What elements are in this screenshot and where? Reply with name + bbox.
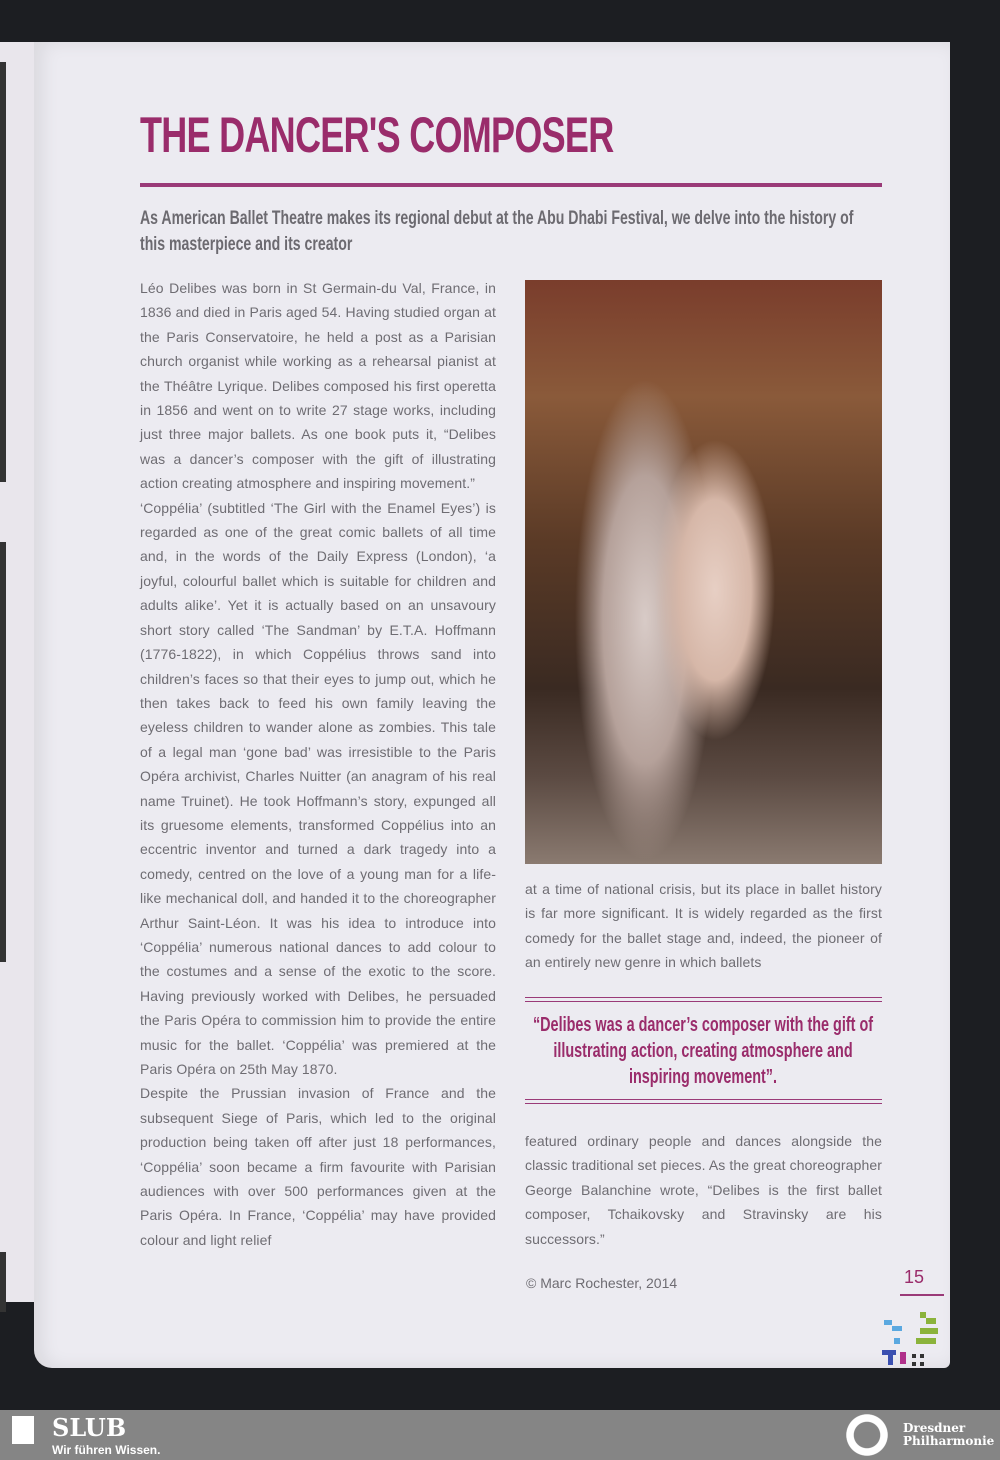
- page-number: 15: [904, 1267, 925, 1287]
- page-edge-strip: [0, 1252, 6, 1312]
- library-name: SLUB: [52, 1413, 127, 1442]
- right-column-bottom: [525, 1129, 882, 1251]
- author-credit: © Marc Rochester, 2014: [526, 1275, 678, 1291]
- philharmonie-logo-icon: [842, 1412, 892, 1458]
- article-title: THE DANCER'S COMPOSER: [140, 107, 614, 163]
- page-edge-strip: [0, 62, 6, 482]
- library-tagline: Wir führen Wissen.: [52, 1443, 161, 1457]
- pull-quote: [525, 1012, 882, 1090]
- quote-rule-top: [525, 997, 882, 1002]
- article-intro: As American Ballet Theatre makes its regional debut at the Abu Dhabi Festival, we delve into the history of this masterpiece and its creator: [140, 208, 854, 255]
- previous-page-edge: [0, 42, 36, 1302]
- right-column-top: [525, 877, 882, 975]
- festival-logo-icon: [880, 1308, 942, 1368]
- footer-bar: [0, 1410, 1000, 1460]
- body-paragraph: Léo Delibes was born in St Germain-du Val, France, in 1836 and died in Paris aged 54. Having studied organ at the Paris Conservatoire, he held a post as a Parisian church organist while working as a rehearsal pianist at the Théâtre Lyrique. Delibes composed his first operetta in 1856 and went on to write 27 stage works, including just three major ballets. As one book puts it, “Delibes was a dancer’s composer with the gift of illustrating action creating atmosphere and inspiring movement.”: [140, 280, 496, 492]
- page-number-rule: [900, 1294, 944, 1296]
- partner-name: [903, 1422, 994, 1448]
- partner-name-line2: Philharmonie: [903, 1434, 995, 1448]
- ballet-photo: [525, 280, 882, 864]
- slub-logo-icon: [12, 1416, 34, 1444]
- body-paragraph: featured ordinary people and dances alongside the classic traditional set pieces. As the great choreographer George Balanchine wrote, “Delibes is the first ballet composer, Tchaikovsky and Stravinsky are his successors.”: [525, 1133, 882, 1247]
- body-paragraph: Despite the Prussian invasion of France and the subsequent Siege of Paris, which led to the original production being taken off after just 18 performances, ‘Coppélia’ soon became a firm favourite with Parisian audiences with over 500 performances given at the Paris Opéra. In France, ‘Coppélia’ may have provided colour and light relief: [140, 1085, 496, 1248]
- page-edge-strip: [0, 542, 6, 962]
- body-paragraph: ‘Coppélia’ (subtitled ‘The Girl with the Enamel Eyes’) is regarded as one of the great comic ballets of all time and, in the words of the Daily Express (London), ‘a joyful, colourful ballet which is suitable for children and adults alike’. Yet it is actually based on an unsavoury short story called ‘The Sandman’ by E.T.A. Hoffmann (1776-1822), in which Coppélius throws sand into children’s faces so that their eyes to jump out, which he then takes back to feed his own family leaving the eyeless children to wander alone as zombies. This tale of a legal man ‘gone bad’ was irresistible to the Paris Opéra archivist, Charles Nuitter (an anagram of his real name Truinet). He took Hoffmann’s story, expunged all its gruesome elements, transformed Coppélius into an eccentric inventor and turned a dark tragedy into a comedy, centred on the love of a young man for a life-like mechanical doll, and handed it to the choreographer Arthur Saint-Léon. It was his idea to introduce into ‘Coppélia’ numerous national dances to add colour to the costumes and a sense of the exotic to the score. Having previously worked with Delibes, he persuaded the Paris Opéra to commission him to provide the entire music for the ballet. ‘Coppélia’ was premiered at the Paris Opéra on 25th May 1870.: [140, 499, 496, 1077]
- pull-quote-text: “Delibes was a dancer’s composer with the gift of illustrating action, creating atmosphere and inspiring movement”.: [532, 1014, 874, 1088]
- partner-name-line1: Dresdner: [903, 1421, 966, 1435]
- title-underline: [140, 183, 882, 187]
- body-paragraph: at a time of national crisis, but its place in ballet history is far more significant. It is widely regarded as the first comedy for the ballet stage and, indeed, the pioneer of an entirely new genre in which ballets: [525, 881, 882, 971]
- quote-rule-bottom: [525, 1099, 882, 1104]
- left-column: [140, 276, 496, 1252]
- magazine-page: [34, 42, 950, 1368]
